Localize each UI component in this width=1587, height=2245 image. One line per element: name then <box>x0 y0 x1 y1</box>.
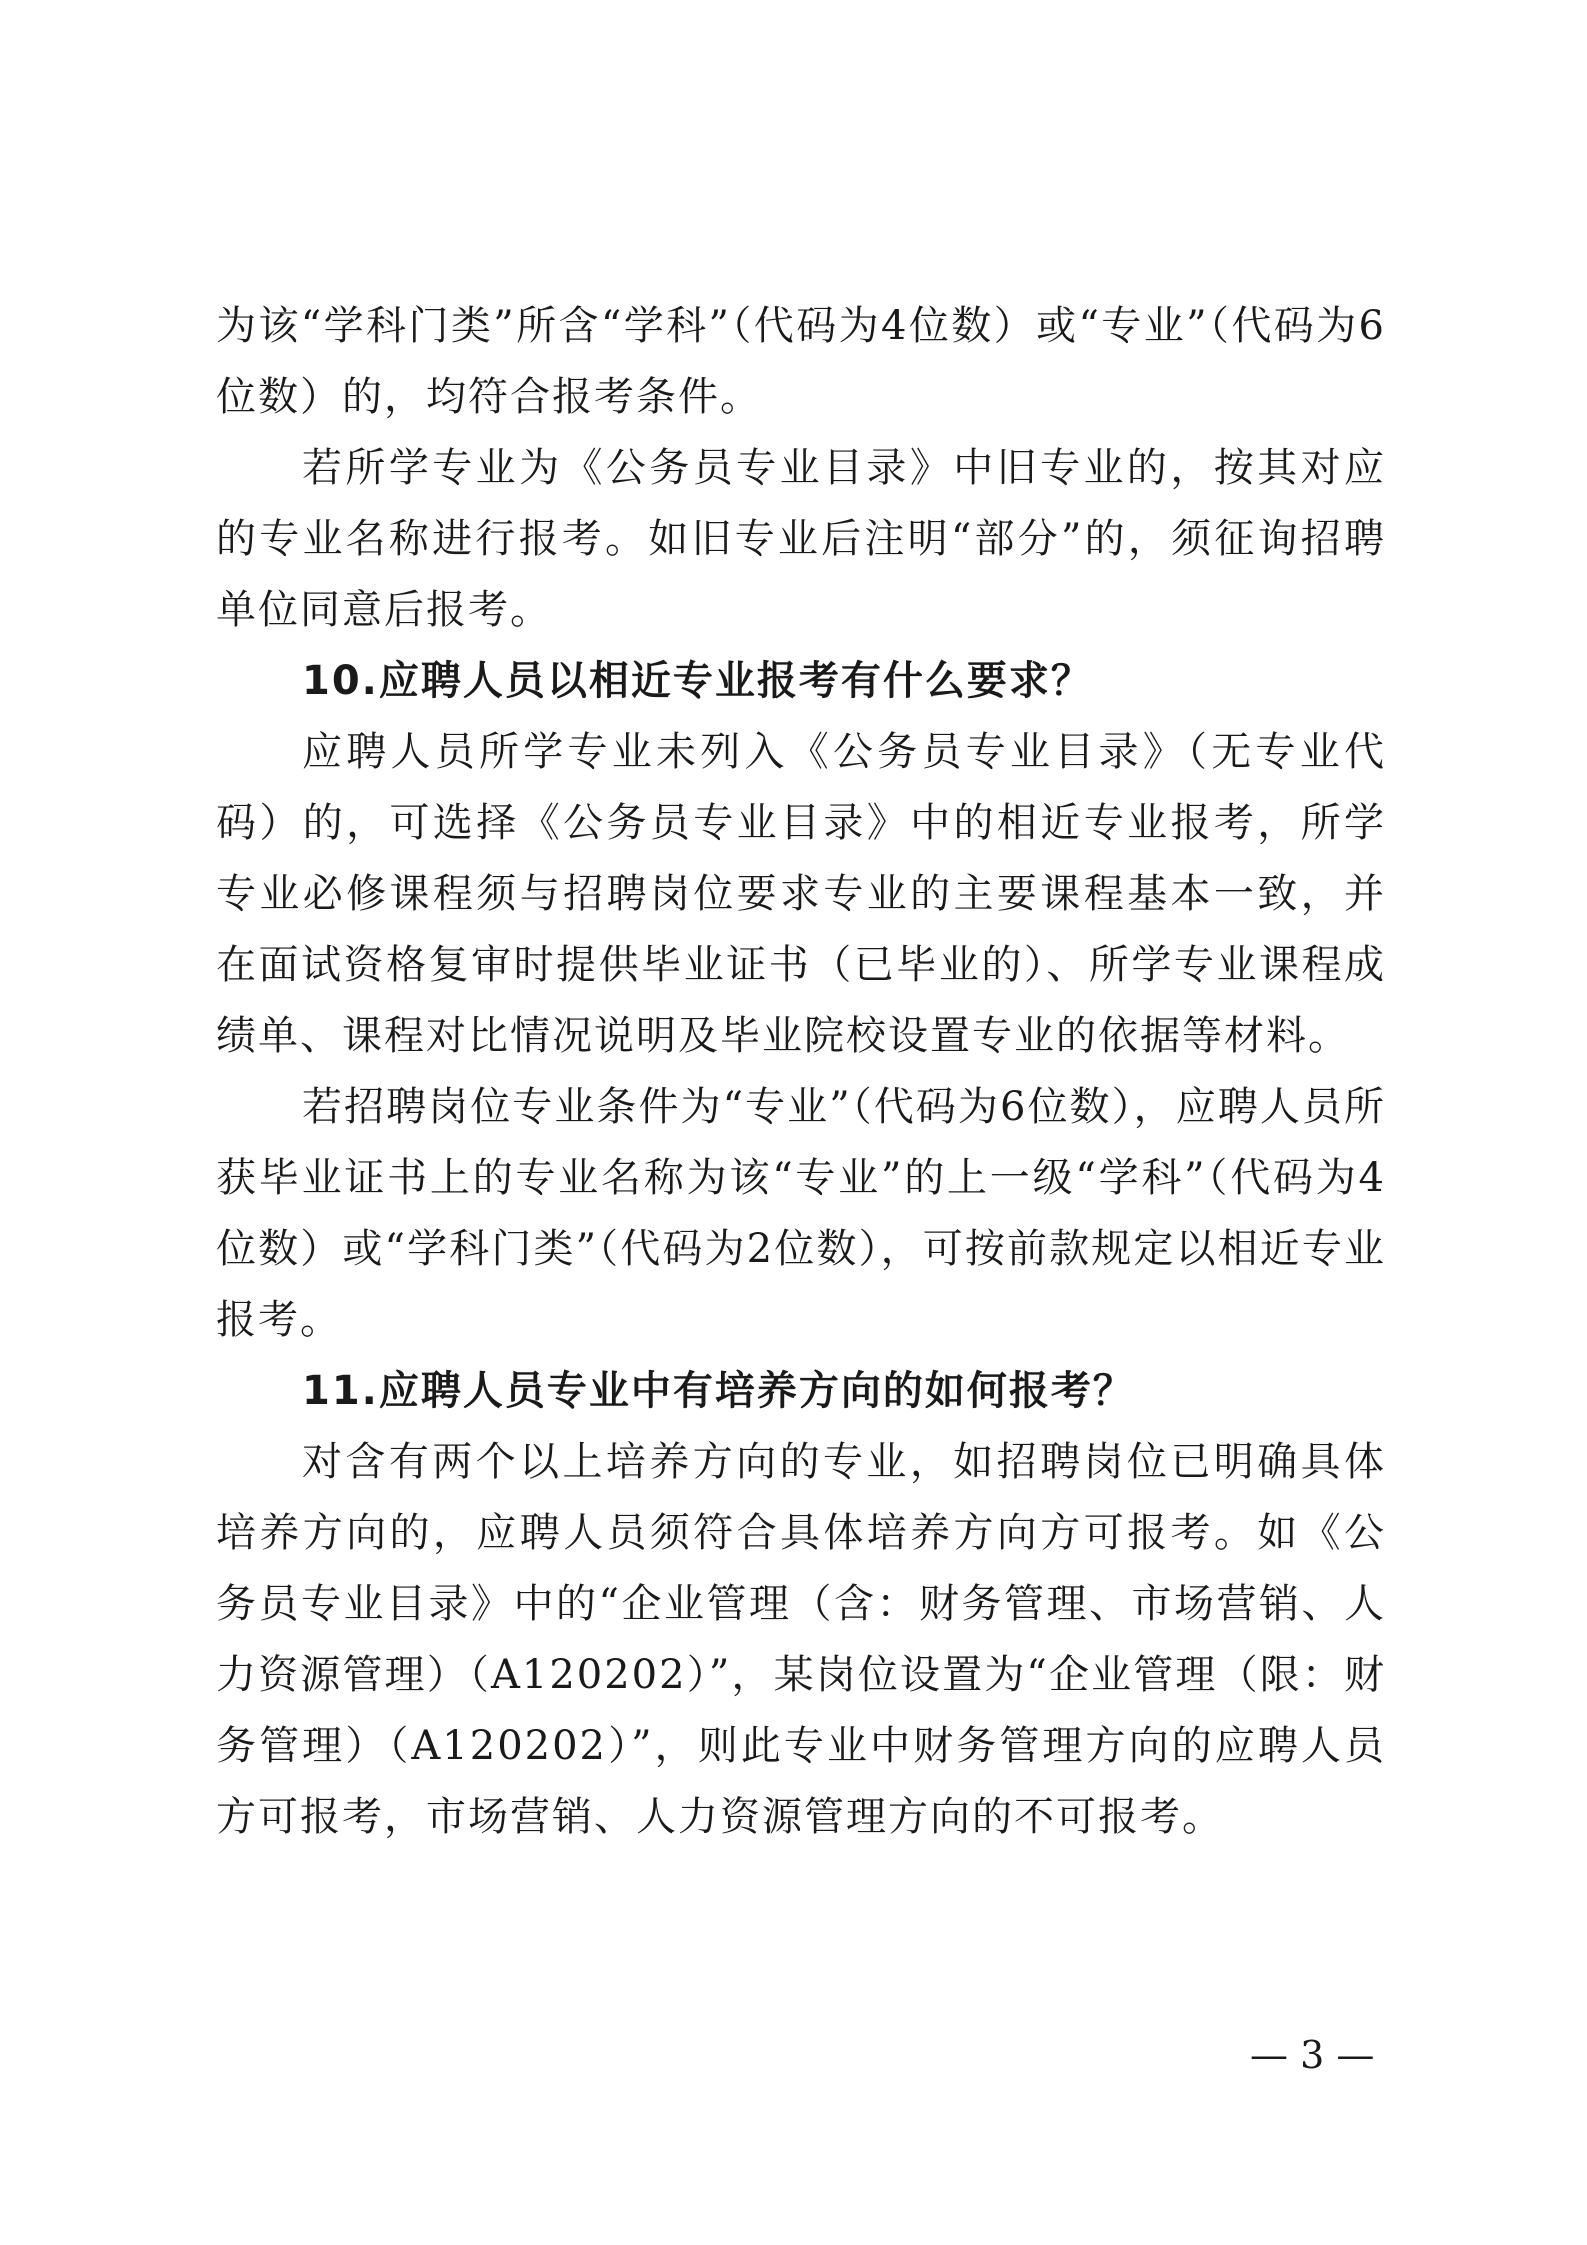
document-body <box>216 291 1386 1853</box>
heading-question-10: 10.应聘人员以相近专业报考有什么要求？ <box>302 658 1093 704</box>
paragraph-similar-major: 应聘人员所学专业未列入《公务员专业目录》（无专业代码）的，可选择《公务员专业目录》中的相近专业报考，所学专业必修课程须与招聘岗位要求专业的主要课程基本一致，并在面试资格复审时提供毕业证书（已毕业的）、所学专业课程成绩单、课程对比情况说明及毕业院校设置专业的依据等材料。 <box>216 729 1386 1059</box>
heading-question-11: 11.应聘人员专业中有培养方向的如何报考？ <box>302 1368 1135 1414</box>
page-number: — 3 — <box>1250 2033 1375 2077</box>
paragraph-major-code-condition: 若招聘岗位专业条件为“专业”（代码为6位数），应聘人员所获毕业证书上的专业名称为该“专业”的上一级“学科”（代码为4位数）或“学科门类”（代码为2位数），可按前款规定以相近专业报考。 <box>216 1084 1386 1343</box>
paragraph-training-direction: 对含有两个以上培养方向的专业，如招聘岗位已明确具体培养方向的，应聘人员须符合具体培养方向方可报考。如《公务员专业目录》中的“企业管理（含：财务管理、市场营销、人力资源管理）（A120202）”，某岗位设置为“企业管理（限：财务管理）（A120202）”，则此专业中财务管理方向的应聘人员方可报考，市场营销、人力资源管理方向的不可报考。 <box>216 1439 1386 1840</box>
paragraph-continuation: 为该“学科门类”所含“学科”（代码为4位数）或“专业”（代码为6位数）的，均符合报考条件。 <box>216 303 1386 420</box>
paragraph-old-major: 若所学专业为《公务员专业目录》中旧专业的，按其对应的专业名称进行报考。如旧专业后注明“部分”的，须征询招聘单位同意后报考。 <box>216 445 1386 633</box>
